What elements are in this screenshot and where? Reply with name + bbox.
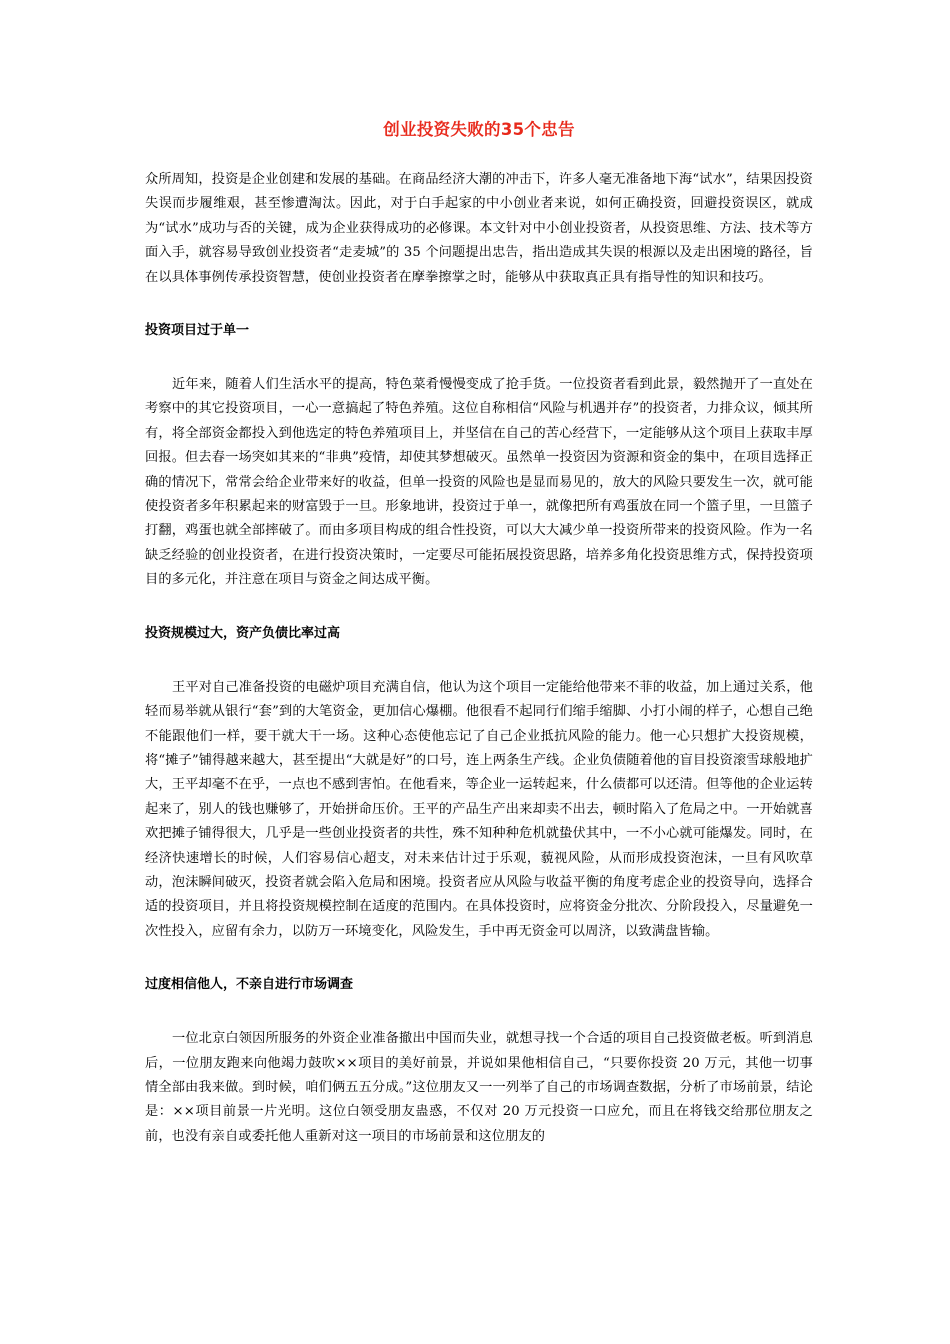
section-paragraph: 王平对自己准备投资的电磁炉项目充满自信，他认为这个项目一定能给他带来不菲的收益，加上通过关系，他轻而易举就从银行“套”到的大笔资金，更加信心爆棚。他很看不起同行们缩手缩脚、小打小闹的样子，心想自己绝不能跟他们一样，要干就大干一场。这种心态使他忘记了自己企业抵抗风险的能力。他一心只想扩大投资规模，将“摊子”铺得越来越大，甚至提出“大就是好”的口号，连上两条生产线。企业负债随着他的盲目投资滚雪球般地扩大，王平却毫不在乎，一点也不感到害怕。在他看来，等企业一运转起来，什么债都可以还清。但等他的企业运转起来了，别人的钱也赚够了，开始拼命压价。王平的产品生产出来却卖不出去，顿时陷入了危局之中。一开始就喜欢把摊子铺得很大，几乎是一些创业投资者的共性，殊不知种种危机就蛰伏其中，一不小心就可能爆发。同时，在经济快速增长的时候，人们容易信心超支，对未来估计过于乐观，藐视风险，从而形成投资泡沫，一旦有风吹草动，泡沫瞬间破灭，投资者就会陷入危局和困境。投资者应从风险与收益平衡的角度考虑企业的投资导向，选择合适的投资项目，并且将投资规模控制在适度的范围内。在具体投资时，应将资金分批次、分阶段投入，尽量避免一次性投入，应留有余力，以防万一环境变化，风险发生，手中再无资金可以周济，以致满盘皆输。 <box>145 679 813 939</box>
section-paragraph: 一位北京白领因所服务的外资企业准备撤出中国而失业，就想寻找一个合适的项目自己投资做老板。听到消息后，一位朋友跑来向他竭力鼓吹××项目的美好前景，并说如果他相信自己，“只要你投资 20 万元，其他一切事情全部由我来做。到时候，咱们俩五五分成。”这位朋友又一一列举了自己的市场调查数据，分析了市场前景，结论是：××项目前景一片光明。这位白领受朋友蛊惑，不仅对 20 万元投资一口应允，而且在将钱交给那位朋友之前，也没有亲自或委托他人重新对这一项目的市场前景和这位朋友的 <box>145 1031 813 1144</box>
document-title: 创业投资失败的35个忠告 <box>383 120 575 139</box>
intro-paragraph: 众所周知，投资是企业创建和发展的基础。在商品经济大潮的冲击下，许多人毫无准备地下海“试水”，结果因投资失误而步履维艰，甚至惨遭淘汰。因此，对于白手起家的中小创业者来说，如何正确投资，回避投资误区，就成为“试水”成功与否的关键，成为企业获得成功的必修课。本文针对中小创业投资者，从投资思维、方法、技术等方面入手，就容易导致创业投资者“走麦城”的 35 个问题提出忠告，指出造成其失误的根源以及走出困境的路径，旨在以具体事例传承投资智慧，使创业投资者在摩拳擦掌之时，能够从中获取真正具有指导性的知识和技巧。 <box>145 172 813 285</box>
document-page <box>145 118 813 1149</box>
section-heading: 过度相信他人，不亲自进行市场调查 <box>145 977 354 993</box>
section-heading: 投资项目过于单一 <box>145 323 250 339</box>
section-paragraph: 近年来，随着人们生活水平的提高，特色菜肴慢慢变成了抢手货。一位投资者看到此景，毅然抛开了一直处在考察中的其它投资项目，一心一意搞起了特色养殖。这位自称相信“风险与机遇并存”的投资者，力排众议，倾其所有，将全部资金都投入到他选定的特色养殖项目上，并坚信在自己的苦心经营下，一定能够从这个项目上获取丰厚回报。但去春一场突如其来的“非典”疫情，却使其梦想破灭。虽然单一投资因为资源和资金的集中，在项目选择正确的情况下，常常会给企业带来好的收益，但单一投资的风险也是显而易见的，放大的风险只要发生一次，就可能使投资者多年积累起来的财富毁于一旦。形象地讲，投资过于单一，就像把所有鸡蛋放在同一个篮子里，一旦篮子打翻，鸡蛋也就全部摔破了。而由多项目构成的组合性投资，可以大大减少单一投资所带来的投资风险。作为一名缺乏经验的创业投资者，在进行投资决策时，一定要尽可能拓展投资思路，培养多角化投资思维方式，保持投资项目的多元化，并注意在项目与资金之间达成平衡。 <box>145 377 813 588</box>
section-heading: 投资规模过大，资产负债比率过高 <box>145 625 341 641</box>
